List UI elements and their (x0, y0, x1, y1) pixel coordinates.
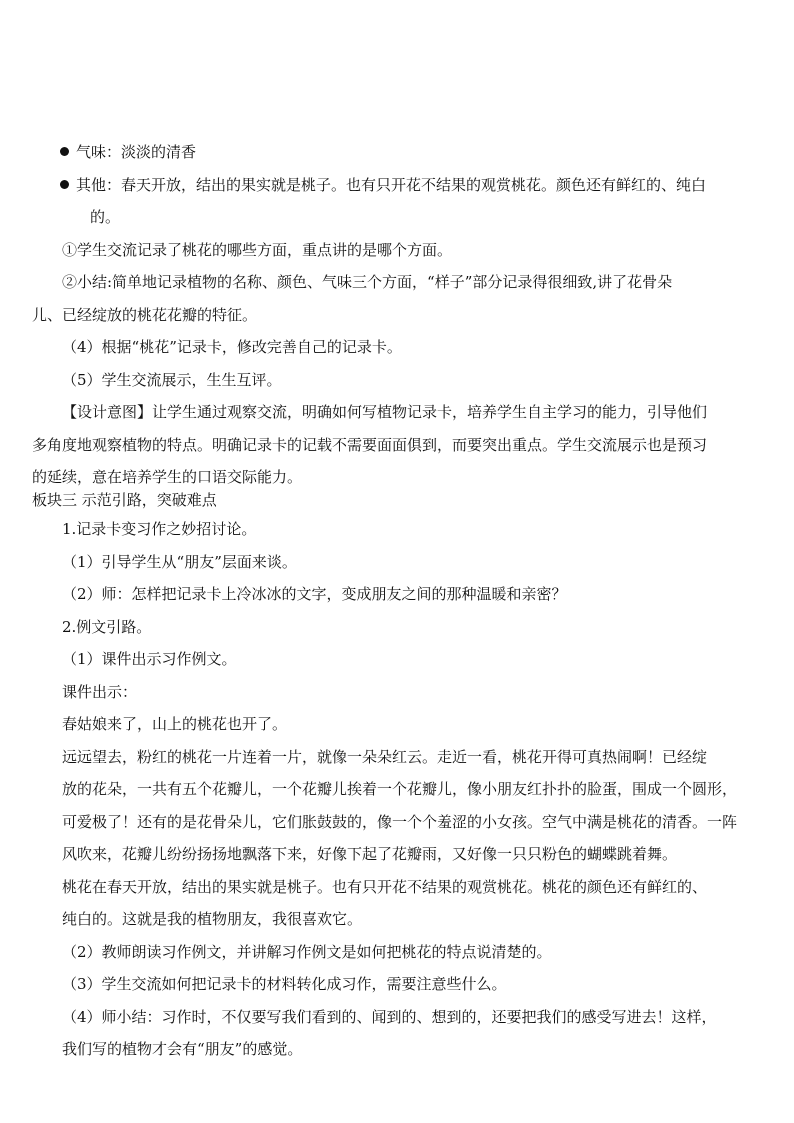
bullet-other-text: 其他：春天开放，结出的果实就是桃子。也有只开花不结果的观赏桃花。颜色还有鲜红的、纯白 (76, 176, 707, 194)
record-card-summary-line2: 儿、已经绽放的桃花花瓣的特征。 (32, 306, 258, 324)
design-intent-line3: 的延续，意在培养学生的口语交际能力。 (32, 468, 303, 486)
example-p2-line1: 远远望去，粉红的桃花一片连着一片，就像一朵朵红云。走近一看，桃花开得可真热闹啊！已经绽 (62, 748, 708, 766)
bullet-smell (60, 143, 196, 161)
example-p1: 春姑娘来了，山上的桃花也开了。 (62, 715, 288, 733)
example-p2-line4: 风吹来，花瓣儿纷纷扬扬地飘落下来，好像下起了花瓣雨，又好像一只只粉色的蝴蝶跳着舞。 (62, 845, 678, 863)
example-p3-line2: 纯白的。这就是我的植物朋友，我很喜欢它。 (62, 910, 363, 928)
bullet-other (60, 176, 706, 194)
example-p2-line2: 放的花朵，一共有五个花瓣儿，一个花瓣儿挨着一个花瓣儿，像小朋友红扑扑的脸蛋，围成一个圆形， (62, 780, 738, 798)
design-intent-line1: 【设计意图】让学生通过观察交流，明确如何写植物记录卡，培养学生自主学习的能力，引导他们 (62, 403, 708, 421)
section3-item2-3: （3）学生交流如何把记录卡的材料转化成习作，需要注意些什么。 (62, 975, 507, 993)
record-card-step4: （4）根据“桃花”记录卡，修改完善自己的记录卡。 (62, 338, 402, 356)
bullet-other-continuation: 的。 (90, 208, 121, 226)
record-card-step5: （5）学生交流展示，生生互评。 (62, 371, 282, 389)
section3-item1: 1.记录卡变习作之妙招讨论。 (62, 520, 257, 538)
section3-item2-4-line1: （4）师小结：习作时，不仅要写我们看到的、闻到的、想到的，还要把我们的感受写进去！这样， (62, 1008, 717, 1026)
section3-item1-1: （1）引导学生从“朋友”层面来谈。 (62, 553, 297, 571)
record-card-summary-line1: ②小结:简单地记录植物的名称、颜色、气味三个方面，“样子”部分记录得很细致,讲了花骨朵 (62, 273, 673, 291)
bullet-dot-icon (60, 147, 69, 156)
example-p2-line3: 可爱极了！还有的是花骨朵儿，它们胀鼓鼓的，像一个个羞涩的小女孩。空气中满是桃花的清香。一阵 (62, 813, 738, 831)
example-p3-line1: 桃花在春天开放，结出的果实就是桃子。也有只开花不结果的观赏桃花。桃花的颜色还有鲜红的、 (62, 878, 708, 896)
section3-item1-2: （2）师：怎样把记录卡上冷冰冰的文字，变成朋友之间的那种温暖和亲密？ (62, 585, 567, 603)
section3-item2-4-line2: 我们写的植物才会有“朋友”的感觉。 (62, 1040, 303, 1058)
bullet-dot-icon (60, 180, 69, 189)
section3-item2-2: （2）教师朗读习作例文，并讲解习作例文是如何把桃花的特点说清楚的。 (62, 943, 552, 961)
design-intent-line2: 多角度地观察植物的特点。明确记录卡的记载不需要面面俱到，而要突出重点。学生交流展示也是预习 (32, 436, 708, 454)
bullet-smell-text: 气味：淡淡的清香 (76, 143, 197, 161)
section3-item2: 2.例文引路。 (62, 618, 152, 636)
courseware-label: 课件出示： (62, 683, 138, 701)
record-card-question: ①学生交流记录了桃花的哪些方面，重点讲的是哪个方面。 (62, 241, 453, 259)
section3-heading: 板块三 示范引路，突破难点 (32, 491, 217, 509)
section3-item2-1: （1）课件出示习作例文。 (62, 650, 237, 668)
